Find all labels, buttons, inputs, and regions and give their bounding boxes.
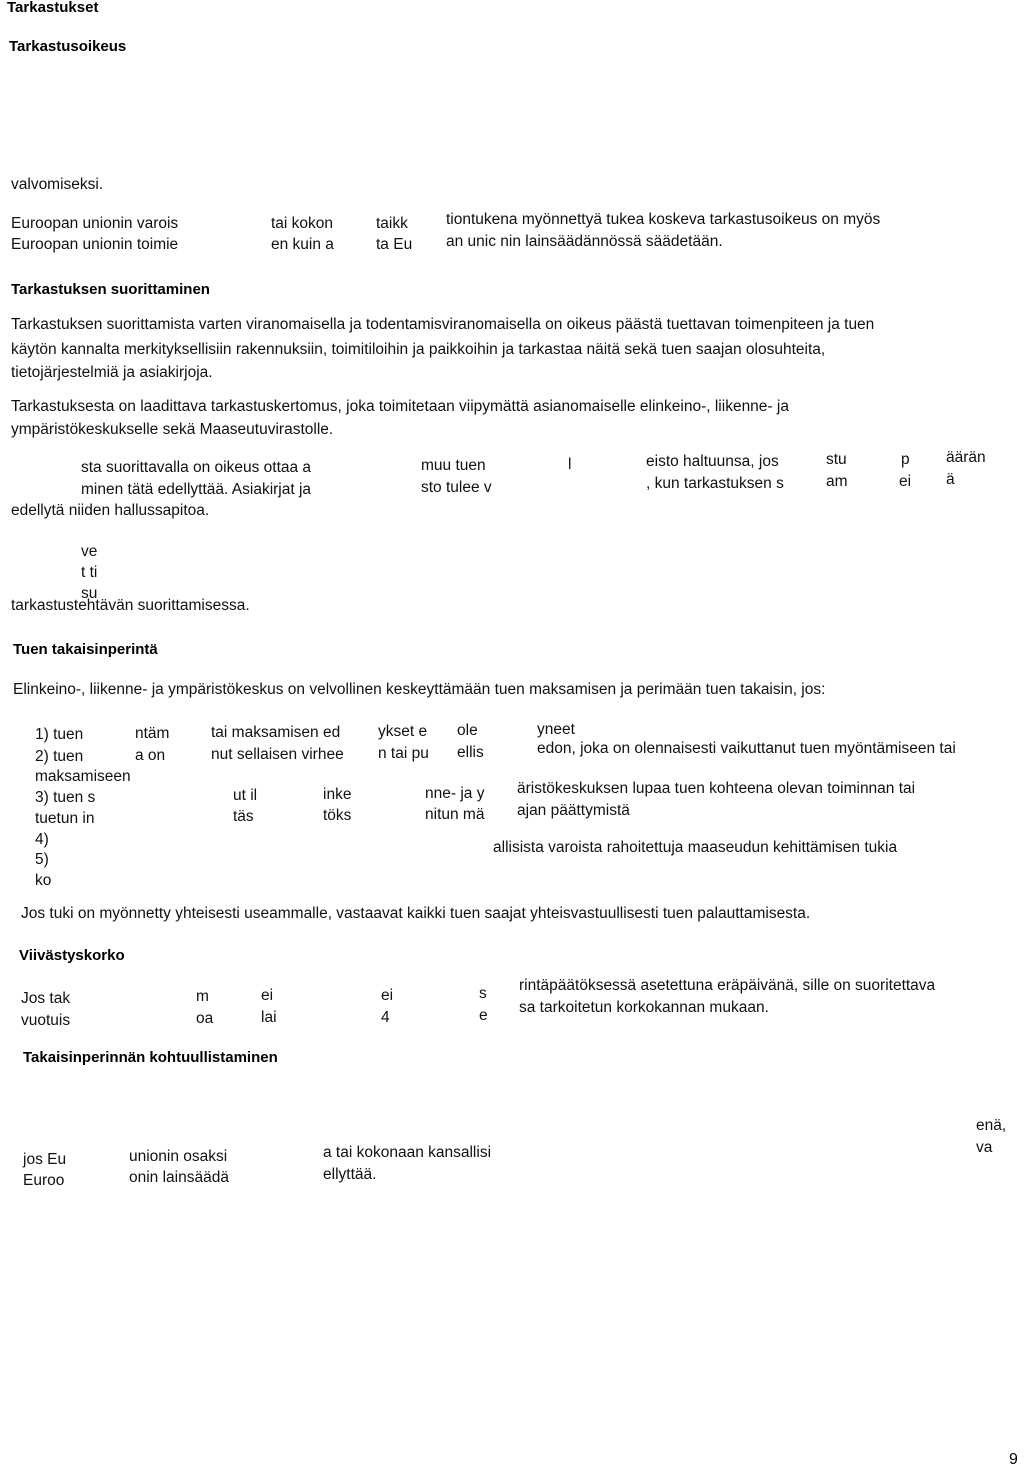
list-item: ko — [35, 872, 52, 889]
text-fragment: yneet — [537, 721, 575, 738]
text-fragment: ajan päättymistä — [517, 802, 630, 819]
list-item: 5) — [35, 851, 49, 868]
text-fragment: Jos tak — [21, 990, 71, 1007]
heading-takaisinperinta: Tuen takaisinperintä — [13, 641, 158, 658]
text-fragment: , kun tarkastuksen s — [646, 475, 784, 492]
text-fragment: ut il — [233, 787, 258, 804]
paragraph-line: Tarkastuksen suorittamista varten viranomaisella ja todentamisviranomaisella on oikeus päästä tuettavan toimenpiteen ja tuen — [11, 316, 875, 333]
text-fragment: a on — [135, 747, 166, 764]
page-number: 9 — [1009, 1451, 1018, 1468]
text-fragment: s — [479, 985, 487, 1002]
text-fragment: edon, joka on olennaisesti vaikuttanut tuen myöntämiseen tai — [537, 740, 956, 757]
text-fragment: ei — [381, 987, 394, 1004]
text-fragment: m — [196, 988, 209, 1005]
paragraph-line: Elinkeino-, liikenne- ja ympäristökeskus on velvollinen keskeyttämään tuen maksamisen ja perimään tuen takaisin, jos: — [13, 681, 826, 698]
text-fragment: ta Eu — [376, 236, 413, 253]
list-item: 4) — [35, 831, 49, 848]
text-fragment: enä, — [976, 1117, 1007, 1134]
text-fragment: ei — [261, 987, 274, 1004]
text-fragment: n tai pu — [378, 745, 429, 762]
paragraph-line: Tarkastuksesta on laadittava tarkastuskertomus, joka toimitetaan viipymättä asianomaiselle elinkeino-, liikenne- ja — [11, 398, 789, 415]
text-fragment: am — [826, 473, 848, 490]
tarkastusoikeus-line: valvomiseksi. — [11, 176, 104, 193]
text-fragment: ole — [457, 722, 478, 739]
text-fragment: ellis — [457, 744, 484, 761]
paragraph-line: tarkastustehtävän suorittamisessa. — [11, 597, 250, 614]
list-item: 1) tuen — [35, 726, 84, 743]
text-fragment: sa tarkoitetun korkokannan mukaan. — [519, 999, 769, 1016]
text-fragment: tiontukena myönnettyä tukea koskeva tarkastusoikeus on myös — [446, 211, 881, 228]
paragraph-line: Jos tuki on myönnetty yhteisesti useammalle, vastaavat kaikki tuen saajat yhteisvastuullisesti tuen palauttamisesta. — [21, 905, 811, 922]
text-fragment: sta suorittavalla on oikeus ottaa a — [81, 459, 312, 476]
text-fragment: onin lainsäädä — [129, 1169, 229, 1186]
text-fragment: en kuin a — [271, 236, 334, 253]
heading-viivastyskorko: Viivästyskorko — [19, 947, 125, 964]
paragraph-line: edellytä niiden hallussapitoa. — [11, 502, 210, 519]
paragraph-line: käytön kannalta merkityksellisiin rakennuksiin, toimitiloihin ja paikkoihin ja tarkastaa näitä sekä tuen saajan olosuhteita, — [11, 341, 826, 358]
text-fragment: minen tätä edellyttää. Asiakirjat ja — [81, 481, 312, 498]
text-fragment: eisto haltuunsa, jos — [646, 453, 779, 470]
text-fragment: tai kokon — [271, 215, 334, 232]
text-fragment: oa — [196, 1010, 214, 1027]
list-item: 2) tuen — [35, 748, 84, 765]
text-fragment: ei — [899, 473, 912, 490]
text-fragment: muu tuen — [421, 457, 486, 474]
list-item: maksamiseen — [35, 768, 131, 785]
text-fragment: p — [901, 451, 910, 468]
text-fragment: an unic nin lainsäädännössä säädetään. — [446, 233, 723, 250]
heading-tarkastusoikeus: Tarkastusoikeus — [9, 38, 127, 55]
paragraph-line: tietojärjestelmiä ja asiakirjoja. — [11, 364, 213, 381]
text-fragment: 4 — [381, 1009, 390, 1026]
text-fragment: su — [81, 585, 98, 602]
text-fragment: äristökeskuksen lupaa tuen kohteena olevan toiminnan tai — [517, 780, 916, 797]
text-fragment: nne- ja y — [425, 785, 485, 802]
text-fragment: nitun mä — [425, 806, 485, 823]
text-fragment: unionin osaksi — [129, 1148, 228, 1165]
text-fragment: a tai kokonaan kansallisi — [323, 1144, 492, 1161]
heading-tarkastukset: Tarkastukset — [7, 0, 99, 16]
text-fragment: Euroopan unionin toimie — [11, 236, 179, 253]
text-fragment: allisista varoista rahoitettuja maaseudun kehittämisen tukia — [493, 839, 898, 856]
text-fragment: sto tulee v — [421, 479, 492, 496]
heading-kohtuullistaminen: Takaisinperinnän kohtuullistaminen — [23, 1049, 278, 1066]
paragraph-line: ympäristökeskukselle sekä Maaseutuvirastolle. — [11, 421, 334, 438]
text-fragment: töks — [323, 807, 352, 824]
text-fragment: nut sellaisen virhee — [211, 746, 344, 763]
text-fragment: va — [976, 1139, 993, 1156]
text-fragment: ntäm — [135, 725, 170, 742]
text-fragment: ellyttää. — [323, 1166, 377, 1183]
text-fragment: taikk — [376, 215, 408, 232]
text-fragment: stu — [826, 451, 847, 468]
text-fragment: e — [479, 1007, 488, 1024]
text-fragment: äärän — [946, 449, 986, 466]
text-fragment: l — [568, 456, 572, 473]
text-fragment: täs — [233, 808, 254, 825]
text-fragment: inke — [323, 786, 352, 803]
text-fragment: ve — [81, 543, 98, 560]
list-item: 3) tuen s — [35, 789, 96, 806]
text-fragment: lai — [261, 1009, 277, 1026]
text-fragment: vuotuis — [21, 1012, 71, 1029]
text-fragment: rintäpäätöksessä asetettuna eräpäivänä, sille on suoritettava — [519, 977, 936, 994]
text-fragment: ä — [946, 471, 955, 488]
text-fragment: Euroo — [23, 1172, 65, 1189]
list-item: tuetun in — [35, 810, 95, 827]
text-fragment: jos Eu — [23, 1151, 67, 1168]
text-fragment: t ti — [81, 564, 98, 581]
text-fragment: ykset e — [378, 723, 428, 740]
text-fragment: tai maksamisen ed — [211, 724, 341, 741]
text-fragment: Euroopan unionin varois — [11, 215, 179, 232]
heading-suorittaminen: Tarkastuksen suorittaminen — [11, 281, 210, 298]
